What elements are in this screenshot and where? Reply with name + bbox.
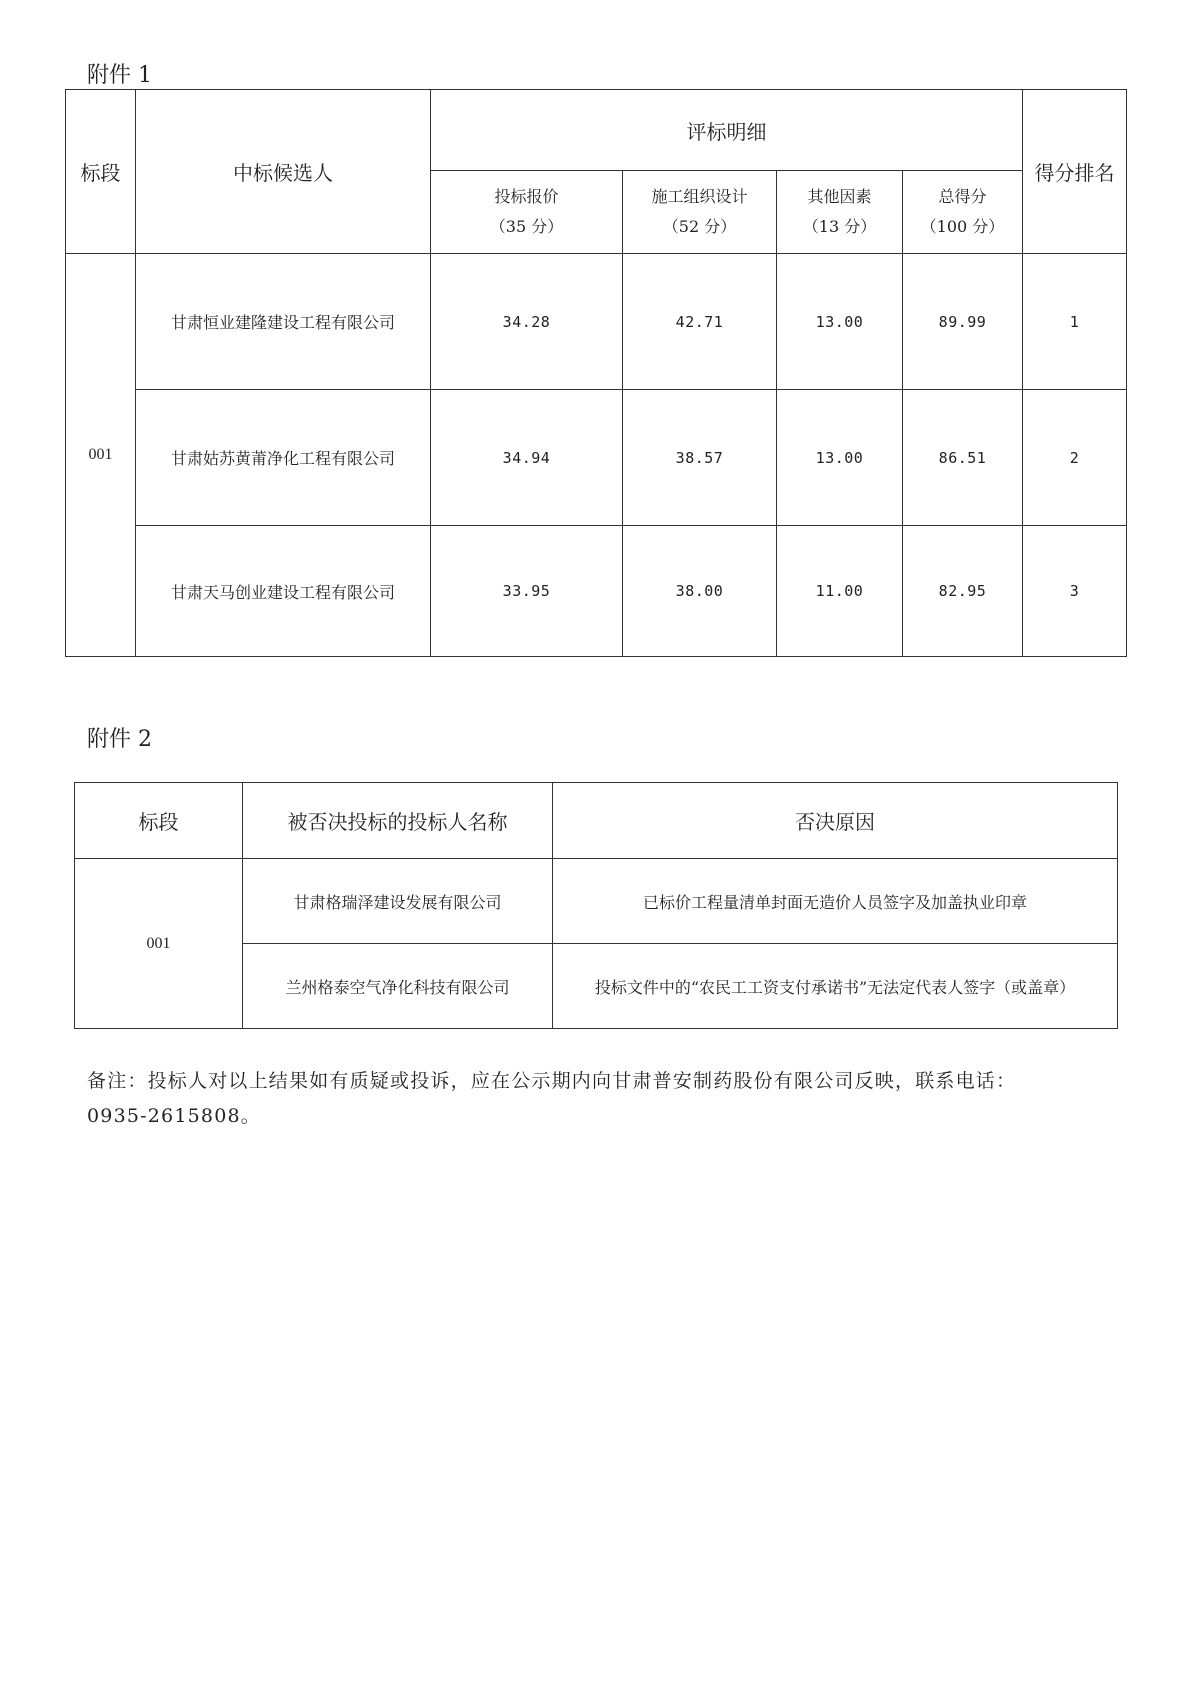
remark-line-1: 备注：投标人对以上结果如有质疑或投诉，应在公示期内向甘肃普安制药股份有限公司反映，联系电话： <box>87 1070 1017 1092</box>
table-row <box>75 859 1118 944</box>
rejection-reason: 已标价工程量清单封面无造价人员签字及加盖执业印章 <box>553 859 1118 944</box>
attachment1-label: 附件 1 <box>87 63 152 88</box>
other-score: 11.00 <box>777 526 903 657</box>
header-other: 其他因素 （13 分） <box>777 171 903 254</box>
attachment2-label: 附件 2 <box>87 727 152 752</box>
rank-value: 3 <box>1023 526 1127 657</box>
rejected-bidders-table <box>74 782 1118 1029</box>
header-segment: 标段 <box>66 90 136 254</box>
table-row <box>66 390 1127 526</box>
table-row <box>66 254 1127 390</box>
total-score: 89.99 <box>903 254 1023 390</box>
header-design: 施工组织设计 （52 分） <box>623 171 777 254</box>
header-price: 投标报价 （35 分） <box>431 171 623 254</box>
candidate-name: 甘肃姑苏黄莆净化工程有限公司 <box>136 390 431 526</box>
total-score: 86.51 <box>903 390 1023 526</box>
bidder-name: 甘肃格瑞泽建设发展有限公司 <box>243 859 553 944</box>
remark-line-2: 0935-2615808。 <box>87 1105 261 1127</box>
header-candidate: 中标候选人 <box>136 90 431 254</box>
design-score: 38.57 <box>623 390 777 526</box>
design-score: 42.71 <box>623 254 777 390</box>
candidate-name: 甘肃恒业建隆建设工程有限公司 <box>136 254 431 390</box>
price-score: 34.94 <box>431 390 623 526</box>
header-reason: 否决原因 <box>553 783 1118 859</box>
header-evaluation-detail: 评标明细 <box>431 90 1023 171</box>
header-rank: 得分排名 <box>1023 90 1127 254</box>
price-score: 33.95 <box>431 526 623 657</box>
candidate-name: 甘肃天马创业建设工程有限公司 <box>136 526 431 657</box>
other-score: 13.00 <box>777 390 903 526</box>
segment-cell: 001 <box>75 859 243 1029</box>
segment-cell: 001 <box>66 254 136 657</box>
header-segment: 标段 <box>75 783 243 859</box>
header-total: 总得分 （100 分） <box>903 171 1023 254</box>
remark-note <box>87 1064 1127 1134</box>
evaluation-results-table <box>65 89 1127 657</box>
price-score: 34.28 <box>431 254 623 390</box>
rank-value: 2 <box>1023 390 1127 526</box>
total-score: 82.95 <box>903 526 1023 657</box>
rejection-reason: 投标文件中的“农民工工资支付承诺书”无法定代表人签字（或盖章） <box>553 944 1118 1029</box>
header-bidder: 被否决投标的投标人名称 <box>243 783 553 859</box>
other-score: 13.00 <box>777 254 903 390</box>
table-row <box>66 526 1127 657</box>
rank-value: 1 <box>1023 254 1127 390</box>
bidder-name: 兰州格泰空气净化科技有限公司 <box>243 944 553 1029</box>
design-score: 38.00 <box>623 526 777 657</box>
